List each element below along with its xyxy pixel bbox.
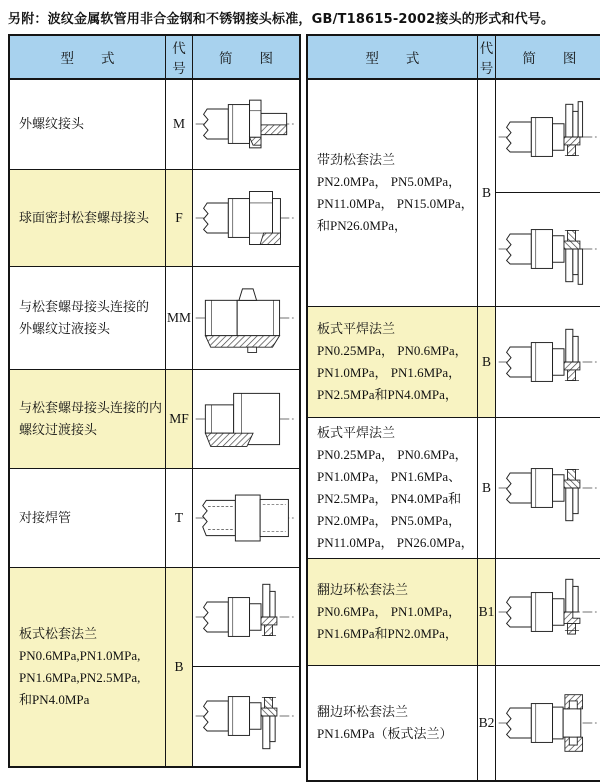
spherical-union-nut-fitting-diagram <box>193 171 299 265</box>
plate-loose-flange-front-drawing <box>193 578 299 656</box>
fitting-type-line: PN0.25MPa， PN0.6MPa， <box>317 342 468 358</box>
diagram-stack <box>193 171 299 265</box>
fitting-type-line: 与松套螺母接头连接的 <box>19 298 150 314</box>
fitting-diagram-cell <box>193 369 301 468</box>
fitting-type-line: 螺纹过渡接头 <box>19 421 98 437</box>
diagram-stack <box>496 308 600 416</box>
fitting-type-line: 与松套螺母接头连接的内 <box>19 399 163 415</box>
fitting-type-cell <box>9 169 166 266</box>
column-header-diagram: 简 图 <box>193 35 301 79</box>
fittings-table-left <box>8 34 301 768</box>
male-thread-fitting-diagram <box>193 81 299 168</box>
right-table-body <box>307 79 600 781</box>
fitting-type-line: PN11.0MPa， PN15.0MPa， <box>317 195 474 211</box>
fitting-type-line: PN2.5MPa， PN4.0MPa和 <box>317 490 462 506</box>
fitting-type-line: 对接焊管 <box>19 509 72 525</box>
fitting-type-line: PN1.0MPa， PN1.6MPa、 <box>317 468 462 484</box>
collar-loose-flange-b2-drawing <box>496 684 600 762</box>
fitting-type-line: 和PN26.0MPa， <box>317 217 407 233</box>
neck-loose-flange-back-diagram <box>496 192 600 305</box>
header-row-right <box>307 35 600 79</box>
butt-weld-pipe-diagram <box>193 470 299 566</box>
fitting-type-cell <box>307 306 477 417</box>
male-female-adapter-drawing <box>193 380 299 458</box>
plate-weld-flange-front-diagram <box>496 308 600 416</box>
fitting-row <box>307 79 600 306</box>
male-male-adapter-diagram <box>193 268 299 368</box>
fitting-type-line: PN1.0MPa， PN1.6MPa， <box>317 364 462 380</box>
fitting-type-cell <box>9 79 166 169</box>
fitting-type-cell <box>307 79 477 306</box>
diagram-stack <box>496 426 600 550</box>
fitting-code: B <box>477 306 496 417</box>
fitting-diagram-cell <box>193 567 301 767</box>
neck-loose-flange-front-drawing <box>496 98 600 176</box>
fitting-row <box>9 79 300 169</box>
fitting-type-line: 带劲松套法兰 <box>317 151 396 167</box>
diagram-stack <box>496 666 600 779</box>
fitting-diagram-cell <box>496 79 600 306</box>
plate-weld-flange-back-diagram <box>496 426 600 550</box>
fitting-type-cell <box>9 369 166 468</box>
fitting-type-line: PN2.0MPa， PN5.0MPa， <box>317 173 462 189</box>
fitting-type-cell <box>307 665 477 781</box>
plate-loose-flange-back-diagram <box>193 666 299 765</box>
fitting-type-line: PN1.6MPa,PN2.5MPa, <box>19 669 141 685</box>
fitting-code: M <box>166 79 193 169</box>
fitting-row <box>307 558 600 665</box>
fittings-tables <box>0 34 600 782</box>
column-header-type: 型 式 <box>9 35 166 79</box>
collar-loose-flange-b1-diagram <box>496 560 600 664</box>
fitting-row <box>307 417 600 558</box>
fitting-code: MF <box>166 369 193 468</box>
fitting-type-cell <box>307 558 477 665</box>
left-table-body <box>9 79 300 767</box>
fitting-diagram-cell <box>193 79 301 169</box>
diagram-stack <box>193 268 299 368</box>
fitting-row <box>9 369 300 468</box>
fitting-row <box>9 169 300 266</box>
header-row-left <box>9 35 300 79</box>
spherical-union-nut-fitting-drawing <box>193 179 299 257</box>
fitting-diagram-cell <box>496 306 600 417</box>
fitting-type-line: PN0.25MPa， PN0.6MPa， <box>317 446 468 462</box>
fitting-type-line: 板式松套法兰 <box>19 625 98 641</box>
male-male-adapter-drawing <box>193 279 299 357</box>
fitting-type-line: PN2.0MPa， PN5.0MPa， <box>317 512 462 528</box>
diagram-stack <box>496 81 600 305</box>
collar-loose-flange-b2-diagram <box>496 666 600 779</box>
plate-weld-flange-back-drawing <box>496 449 600 527</box>
fitting-row <box>9 468 300 567</box>
fitting-type-line: 球面密封松套螺母接头 <box>19 209 150 225</box>
fitting-type-line: PN11.0MPa， PN26.0MPa， <box>317 534 474 550</box>
plate-loose-flange-back-drawing <box>193 677 299 755</box>
diagram-stack <box>193 371 299 467</box>
diagram-stack <box>193 81 299 168</box>
fitting-type-line: 外螺纹接头 <box>19 116 85 132</box>
diagram-stack <box>193 470 299 566</box>
fitting-diagram-cell <box>193 266 301 369</box>
fitting-type-line: PN0.6MPa， PN1.0MPa， <box>317 603 462 619</box>
fitting-code: B <box>477 79 496 306</box>
fitting-code: T <box>166 468 193 567</box>
fitting-diagram-cell <box>193 169 301 266</box>
neck-loose-flange-back-drawing <box>496 210 600 288</box>
column-header-code: 代号 <box>166 35 193 79</box>
plate-weld-flange-front-drawing <box>496 323 600 401</box>
fitting-type-cell <box>9 567 166 767</box>
male-thread-fitting-drawing <box>193 85 299 163</box>
fitting-diagram-cell <box>496 558 600 665</box>
male-female-adapter-diagram <box>193 371 299 467</box>
fitting-diagram-cell <box>496 417 600 558</box>
fittings-table-right <box>306 34 600 782</box>
fitting-type-line: PN2.5MPa和PN4.0MPa， <box>317 386 458 402</box>
fitting-type-line: 和PN4.0MPa <box>19 691 90 707</box>
fitting-diagram-cell <box>496 665 600 781</box>
diagram-stack <box>496 560 600 664</box>
fitting-row <box>307 665 600 781</box>
fitting-row <box>9 567 300 767</box>
fitting-type-line: 外螺纹过液接头 <box>19 320 111 336</box>
plate-loose-flange-front-diagram <box>193 568 299 666</box>
fitting-code: F <box>166 169 193 266</box>
fitting-type-line: 翻边环松套法兰 <box>317 581 409 597</box>
fitting-code: B1 <box>477 558 496 665</box>
fitting-type-line: PN1.6MPa和PN2.0MPa， <box>317 625 458 641</box>
fitting-row <box>9 266 300 369</box>
fitting-type-cell <box>9 266 166 369</box>
fitting-row <box>307 306 600 417</box>
collar-loose-flange-b1-drawing <box>496 573 600 651</box>
column-header-type: 型 式 <box>307 35 477 79</box>
fitting-type-line: PN1.6MPa（板式法兰） <box>317 725 453 741</box>
fitting-type-line: 板式平焊法兰 <box>317 424 396 440</box>
fitting-type-line: 板式平焊法兰 <box>317 320 396 336</box>
document-title: 另附：波纹金属软管用非合金钢和不锈钢接头标准，GB/T18615-2002接头的形式和代号。 <box>8 12 555 27</box>
column-header-code: 代号 <box>477 35 496 79</box>
fitting-diagram-cell <box>193 468 301 567</box>
neck-loose-flange-front-diagram <box>496 81 600 193</box>
column-header-diagram: 简 图 <box>496 35 600 79</box>
fitting-type-cell <box>307 417 477 558</box>
butt-weld-pipe-drawing <box>193 479 299 557</box>
fitting-code: B <box>477 417 496 558</box>
fitting-code: MM <box>166 266 193 369</box>
fitting-code: B <box>166 567 193 767</box>
fitting-type-cell <box>9 468 166 567</box>
fitting-code: B2 <box>477 665 496 781</box>
diagram-stack <box>193 568 299 765</box>
fitting-type-line: 翻边环松套法兰 <box>317 703 409 719</box>
fitting-type-line: PN0.6MPa,PN1.0MPa, <box>19 647 141 663</box>
